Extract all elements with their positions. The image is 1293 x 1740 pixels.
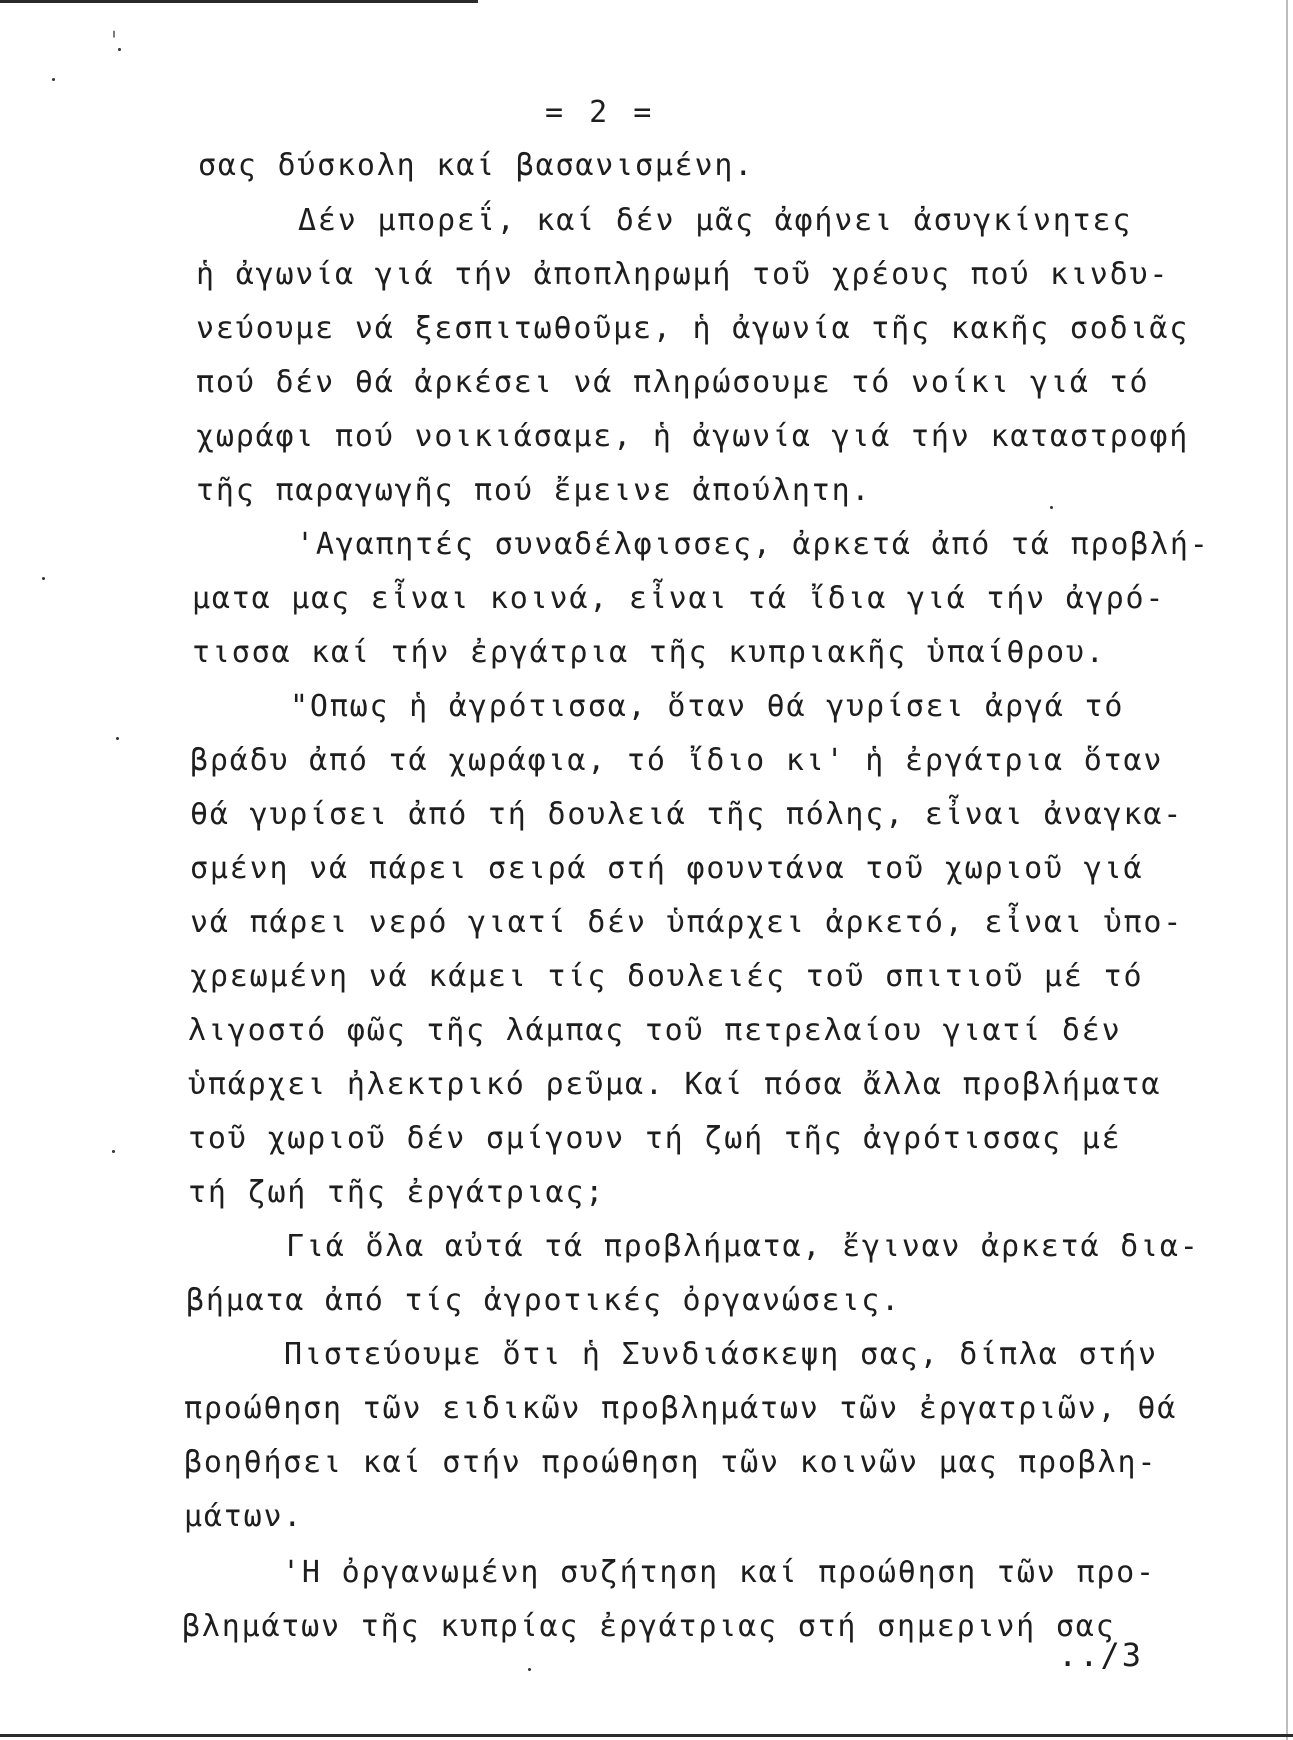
text-line: βλημάτων τῆς κυπρίας ἐργάτριας στή σημερινή σας [182, 1609, 1116, 1644]
text-line: βοηθήσει καί στήν προώθηση τῶν κοινῶν μας προβλη- [184, 1445, 1158, 1480]
scan-speck [42, 577, 45, 580]
text-line: Πιστεύουμε ὅτι ἡ Συνδιάσκεψη σας, δίπλα στήν [284, 1337, 1158, 1372]
text-line: νεύουμε νά ξεσπιτωθοῦμε, ἡ ἀγωνία τῆς κακῆς σοδιᾶς [196, 311, 1190, 346]
text-line: Γιά ὅλα αὐτά τά προβλήματα, ἔγιναν ἀρκετά δια- [286, 1229, 1200, 1264]
text-line: μάτων. [184, 1499, 304, 1534]
text-line: τή ζωή τῆς ἐργάτριας; [188, 1175, 606, 1210]
scan-speck [52, 78, 55, 81]
page-number: = 2 = [545, 95, 656, 130]
text-line: σας δύσκολη καί βασανισμένη. [198, 148, 755, 183]
text-line: νά πάρει νερό γιατί δέν ὑπάρχει ἀρκετό, εἶναι ὑπο- [190, 905, 1184, 940]
text-line: "Οπως ἡ ἀγρότισσα, ὅταν θά γυρίσει ἀργά τό [290, 689, 1125, 724]
text-line: ματα μας εἶναι κοινά, εἶναι τά ἴδια γιά τήν ἀγρό- [192, 581, 1166, 616]
scan-speck [112, 1150, 115, 1153]
text-line: ἡ ἀγωνία γιά τήν ἀποπληρωμή τοῦ χρέους πού κινδυ- [196, 257, 1170, 292]
text-line: τοῦ χωριοῦ δέν σμίγουν τή ζωή τῆς ἀγρότισσας μέ [188, 1121, 1122, 1156]
scan-edge-bottom [0, 1734, 1293, 1737]
text-line: προώθηση τῶν ειδικῶν προβλημάτων τῶν ἐργατριῶν, θά [184, 1391, 1178, 1426]
text-line: πού δέν θά ἀρκέσει νά πληρώσουμε τό νοίκι γιά τό [196, 365, 1150, 400]
text-line: 'Η ὀργανωμένη συζήτηση καί προώθηση τῶν προ- [282, 1555, 1156, 1590]
scan-speck [1050, 506, 1053, 509]
text-line: βήματα ἀπό τίς ἀγροτικές ὀργανώσεις. [186, 1283, 902, 1318]
scan-speck [116, 737, 119, 740]
text-line: θά γυρίσει ἀπό τή δουλειά τῆς πόλης, εἶναι ἀναγκα- [190, 797, 1184, 832]
text-line: λιγοστό φῶς τῆς λάμπας τοῦ πετρελαίου γιατί δέν [188, 1013, 1122, 1048]
text-line: σμένη νά πάρει σειρά στή φουντάνα τοῦ χωριοῦ γιά [190, 851, 1144, 886]
text-line: 'Αγαπητές συναδέλφισσες, ἀρκετά ἀπό τά προβλή- [296, 527, 1210, 562]
scan-edge-right [1286, 0, 1288, 1740]
text-line: ὑπάρχει ἠλεκτρικό ρεῦμα. Καί πόσα ἄλλα προβλήματα [188, 1067, 1162, 1102]
text-line: τῆς παραγωγῆς πού ἔμεινε ἀπούλητη. [196, 473, 872, 508]
text-line: χωράφι πού νοικιάσαμε, ἡ ἀγωνία γιά τήν καταστροφή [196, 419, 1190, 454]
scan-speck [528, 1668, 531, 1671]
scan-edge-top [0, 0, 478, 3]
text-line: χρεωμένη νά κάμει τίς δουλειές τοῦ σπιτιοῦ μέ τό [190, 959, 1144, 994]
text-line: Δέν μπορεΐ, καί δέν μᾶς ἀφήνει ἀσυγκίνητες [298, 203, 1133, 238]
text-line: βράδυ ἀπό τά χωράφια, τό ἴδιο κι' ἡ ἐργάτρια ὅταν [190, 743, 1164, 778]
scan-speck [118, 48, 121, 51]
text-line: τισσα καί τήν ἐργάτρια τῆς κυπριακῆς ὑπαίθρου. [192, 635, 1106, 670]
continuation-marker: ../3 [1058, 1636, 1144, 1674]
